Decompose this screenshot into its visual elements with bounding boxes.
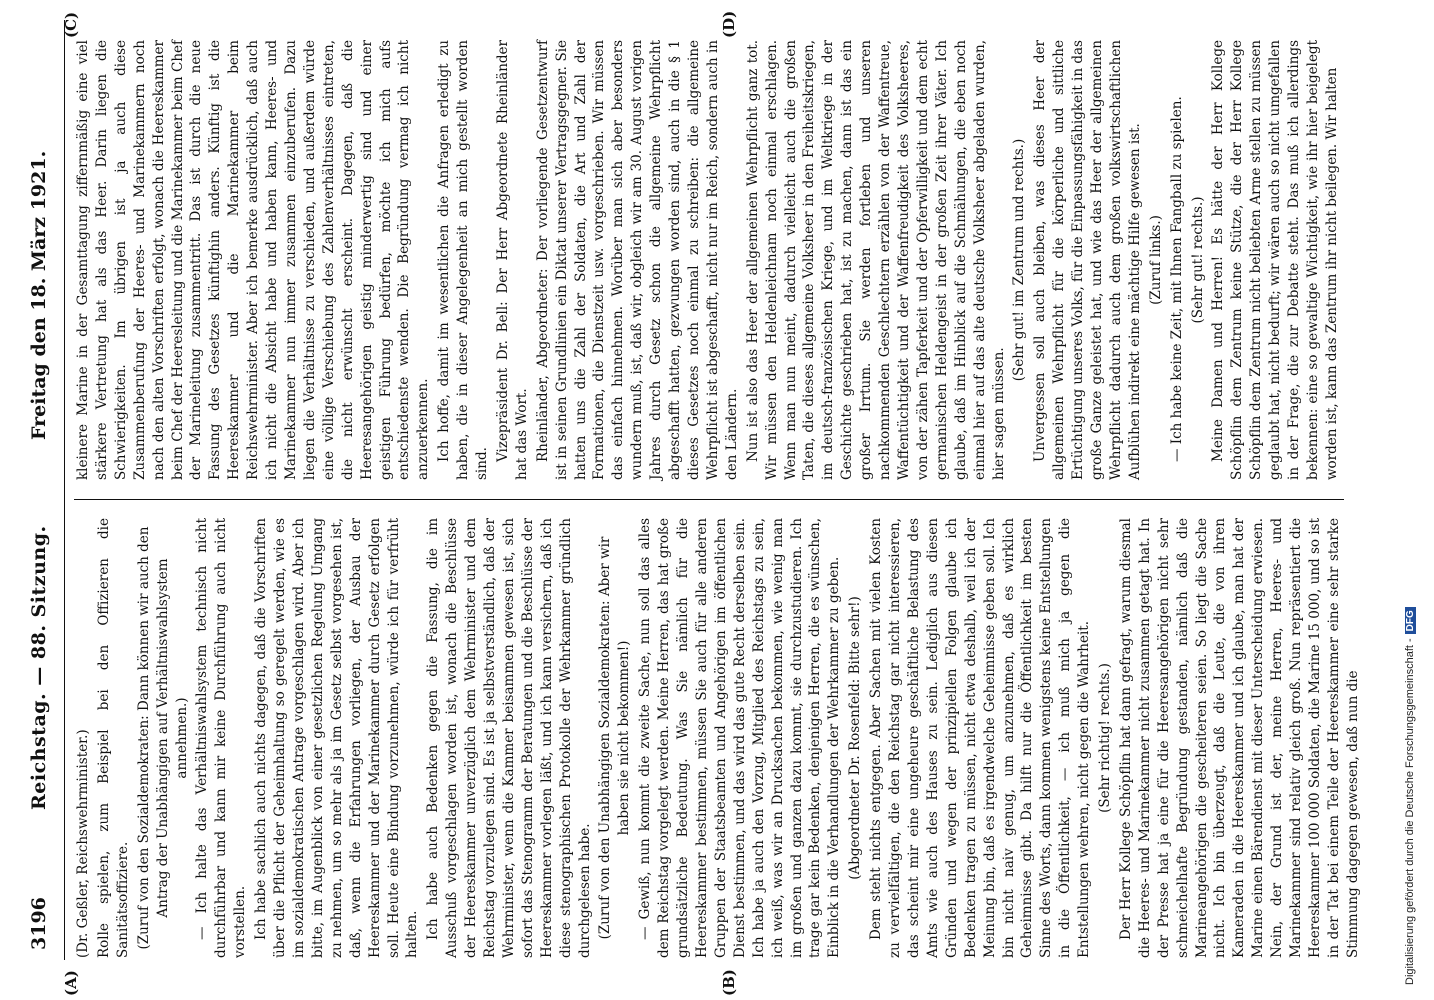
session-title: Reichstag. — 88. Sitzung. xyxy=(28,525,50,810)
paragraph: (Sehr gut! rechts.) xyxy=(1189,196,1206,324)
paragraph: — Gewiß, nun kommt die zweite Sache, nun soll das alles dem Reichstag vorgelegt werden. Meine Herren, das hat große grundsätzliche Bedeutung. Was Sie nämlich für die Heereskammer bestimmen, müssen Sie auch für alle anderen Gruppen der Staatsbeamten und Angehörigen im öffentlichen Dienst bestimmen, und das wird das gute Recht derselben sein. Ich habe ja auch den Vorzug, Mitglied des Reichstags zu sein, ich weiß, was wir an Drucksachen bekommen, wie wenig man im großen und ganzen dazu kommt, sie durchzustudieren. Ich trage gar kein Bedenken, denjenigen Herren, die es wünschen, Einblick in die Verhandlungen der Wehrkammer zu geben. xyxy=(637,518,843,958)
paragraph: (Zuruf von den Sozialdemokraten: Dann können wir auch den Antrag der Unabhängigen auf Verhältniswahlsystem annehmen.) xyxy=(135,526,190,950)
paragraph: Ich habe sachlich auch nichts dagegen, daß die Vorschriften über die Pflicht der Geheimhaltung so geregelt werden, wie es im sozialdemokratischen Antrage vorgeschlagen wird. Aber ich bitte, im Augenblick von einer gesetzlichen Regelung Umgang zu nehmen, um so mehr als ja im Gesetz selbst vorgesehen ist, daß, wenn die Erfahrungen vorliegen, der Ausbau der Heereskammer und der Marinekammer durch Gesetz erfolgen soll. Heute eine Bindung vorzunehmen, würde ich für verfrüht halten. xyxy=(253,518,421,958)
paragraph: Rheinländer, Abgeordneter: Der vorliegende Gesetzentwurf ist in seinen Grundlinien ein Diktat unserer Vertragsgegner. Sie hatten uns die Zahl der Soldaten, die Art und Zahl der Formationen, die Dienstzeit usw. vorgeschrieben. Wir müssen das einfach hinnehmen. Worüber man sich aber besonders wundern muß, ist, daß wir, obgleich wir am 30. August vorigen Jahres durch Gesetz schon die allgemeine Wehrpflicht abgeschafft hatten, gezwungen worden sind, auch in die § 1 dieses Gesetzes noch einmal zu schreiben: die allgemeine Wehrpflicht ist abgeschafft, nicht nur im Reich, sondern auch in den Ländern. xyxy=(534,40,740,480)
paragraph: Nun ist also das Heer der allgemeinen Wehrpflicht ganz tot. Wir müssen den Heldenleichnam noch einmal erschlagen. Wenn man nun meint, dadurch vielleicht auch die großen Taten, die dieses allgemeine Volksheer in den Freiheitskriegen, im deutsch-französischen Kriege, und im Weltkriege in der Geschichte geschrieben hat, ist zu machen, dann ist das ein großer Irrtum. Sie werden fortleben und unseren nachkommenden Geschlechtern erzählen von der Waffentreue, Waffentüchtigkeit und der Waffenfreudigkeit des Volksheeres, von der zähen Tapferkeit und der Opferwilligkeit und dem echt germanischen Heldengeist in der großen Zeit ihrer Väter. Ich glaube, daß im Hinblick auf die Schmähungen, die eben noch einmal hier auf das alte deutsche Volksheer abgeladen wurden, hier sagen müssen. xyxy=(744,40,1007,480)
margin-marker-b: (B) xyxy=(720,969,738,996)
session-date: Freitag den 18. März 1921. xyxy=(28,150,50,440)
paragraph: kleinere Marine in der Gesamttagung ziffernmäßig eine viel stärkere Vertretung hat als das Heer. Darin liegen die Schwierigkeiten. Im übrigen ist ja auch diese Zusammenberufung der Heeres- und Marinekammern noch nach den alten Vorschriften erfolgt, wonach die Heereskammer beim Chef der Heeresleitung und die Marinekammer beim Chef der Marineleitung zusammentritt. Das ist durch die neue Fassung des Gesetzes künftighin anders. Künftig ist die Heereskammer und die Marinekammer beim Reichswehrminister. Aber ich bemerke ausdrücklich, daß auch ich nicht die Absicht habe und haben kann, Heeres- und Marinekammer nun immer zusammen einzuberufen. Dazu liegen die Verhältnisse zu verschieden, und außerdem würde eine völlige Verschiebung des Zahlenverhältnisses eintreten, die nicht erwünscht erscheint. Dagegen, daß die Heeresangehörigen geistig minderwertig sind und einer geistigen Führung bedürfen, möchte ich mich aufs entschiedenste wenden. Die Begründung vermag ich nicht anzuerkennen. xyxy=(75,40,432,480)
paragraph: (Sehr richtig! rechts.) xyxy=(1097,663,1114,813)
paragraph: Vizepräsident Dr. Bell: Der Herr Abgeordnete Rheinländer hat das Wort. xyxy=(494,40,530,480)
paragraph: (Dr. Geßler, Reichswehrminister.) xyxy=(75,729,91,958)
paragraph: Rolle spielen, zum Beispiel bei den Offizieren die Sanitätsoffiziere. xyxy=(95,518,131,958)
header-rule xyxy=(64,20,65,960)
paragraph: (Zuruf links.) xyxy=(1147,215,1164,305)
margin-marker-a: (A) xyxy=(62,970,80,996)
paragraph: — Ich habe keine Zeit, mit Ihnen Fangball zu spielen. xyxy=(1168,96,1185,462)
funding-text: Digitalisierung gefördert durch die Deutsche Forschungsgemeinschaft - xyxy=(1404,638,1416,985)
paragraph: — Ich halte das Verhältniswahlsystem technisch nicht durchführbar und kann mir keine Durchführung auch nicht vorstellen. xyxy=(194,518,249,958)
left-text-column xyxy=(74,518,1361,958)
funding-note xyxy=(1404,25,1416,985)
column-divider xyxy=(74,499,1344,500)
margin-marker-d: (D) xyxy=(720,10,738,38)
page-number: 3196 xyxy=(28,897,50,950)
paragraph: Ich habe auch Bedenken gegen die Fassung, die im Ausschuß vorgeschlagen worden ist, wonach die Beschlüsse der Heereskammer unverzüglich dem Wehrminister und dem Reichstag vorzulegen sind. Es ist ja selbstverständlich, daß der Wehrminister, wenn die Kammer beisammen gewesen ist, sich sofort das Stenogramm der Beratungen und die Beschlüsse der Heereskammer vorlegen läßt, und ich kann versichern, daß ich diese stenographischen Protokolle der Wehrkammer gründlich durchgelesen habe. xyxy=(425,518,593,958)
paragraph: (Sehr gut! im Zentrum und rechts.) xyxy=(1011,138,1028,382)
paragraph: (Zuruf von den Unabhängigen Sozialdemokraten: Aber wir haben sie nicht bekommen!) xyxy=(597,536,633,940)
paragraph: Meine Damen und Herren! Es hätte der Herr Kollege Schöpflin dem Zentrum keine Stütze, die der Herr Kollege Schöpflin dem Zentrum nicht beliebten Arme stellen zu müssen geglaubt hat, nicht bedurft; wir wären auch so nicht umgefallen in der Frage, die zur Debatte steht. Das muß ich allerdings bekennen: eine so gewaltige Wichtigkeit, wie ihr hier beigelegt worden ist, kann das Zentrum ihr nicht beilegen. Wir halten xyxy=(1210,40,1340,480)
paragraph: Unvergessen soll auch bleiben, was dieses Heer der allgemeinen Wehrpflicht für die körperliche und sittliche Ertüchtigung unseres Volks, für die Einpassungsfähigkeit in das große Ganze geleistet hat, und wie das Heer der allgemeinen Wehrpflicht dadurch auch dem großen volkswirtschaftlichen Aufblühen indirekt eine mächtige Hilfe gewesen ist. xyxy=(1032,40,1143,480)
paragraph: (Abgeordneter Dr. Rosenfeld: Bitte sehr!) xyxy=(847,596,864,880)
dfg-logo: DFG xyxy=(1405,607,1416,634)
paragraph: Der Herr Kollege Schöpflin hat dann gefragt, warum diesmal die Heeres- und Marinekammer nicht zusammen getagt hat. In der Presse hat ja eine für die Heeresangehörigen nicht sehr schmeichelhafte Begründung gestanden, nämlich daß die Marineangehörigen die gescheiteren seien. So liegt die Sache nicht. Ich bin überzeugt, daß die Leute, die von ihren Kameraden in die Heereskammer und ich glaube, man hat der Marine einen Bärendienst mit dieser Unterscheidung erwiesen. Nein, der Grund ist der, meine Herren, Heeres- und Marinekammer sind relativ gleich groß. Nun repräsentiert die Heereskammer 100 000 Soldaten, die Marine 15 000, und so ist in der Tat bei einem Teile der Heereskammer eine sehr starke Stimmung dagegen gewesen, daß nun die xyxy=(1117,518,1361,958)
paragraph: Dem steht nichts entgegen. Aber Sachen mit vielen Kosten zu vervielfältigen, die den Reichstag gar nicht interessieren, das scheint mir eine ungeheure geschäftliche Belastung des Amts wie auch des Hauses zu sein. Lediglich aus diesen Gründen und wegen der prinzipiellen Folgen glaube ich Bedenken tragen zu müssen, nicht etwa deshalb, weil ich der Meinung bin, daß es irgendwelche Geheimnisse geben soll. Ich bin nicht naiv genug, um anzunehmen, daß es wirklich Geheimnisse gibt. Da hilft nur die Öffentlichkeit im besten Sinne des Worts, dann kommen wenigstens keine Entstellungen in die Öffentlichkeit, — ich muß mich ja gegen die Entstellungen wehren, nicht gegen die Wahrheit. xyxy=(868,518,1093,958)
paragraph: Ich hoffe, damit im wesentlichen die Anfragen erledigt zu haben, die in dieser Angelegenheit an mich gestellt worden sind. xyxy=(436,40,491,480)
digitization-sidebar xyxy=(1400,0,1434,1000)
page-header xyxy=(6,0,66,1000)
margin-marker-c: (C) xyxy=(62,11,80,38)
right-text-column xyxy=(74,40,1344,480)
